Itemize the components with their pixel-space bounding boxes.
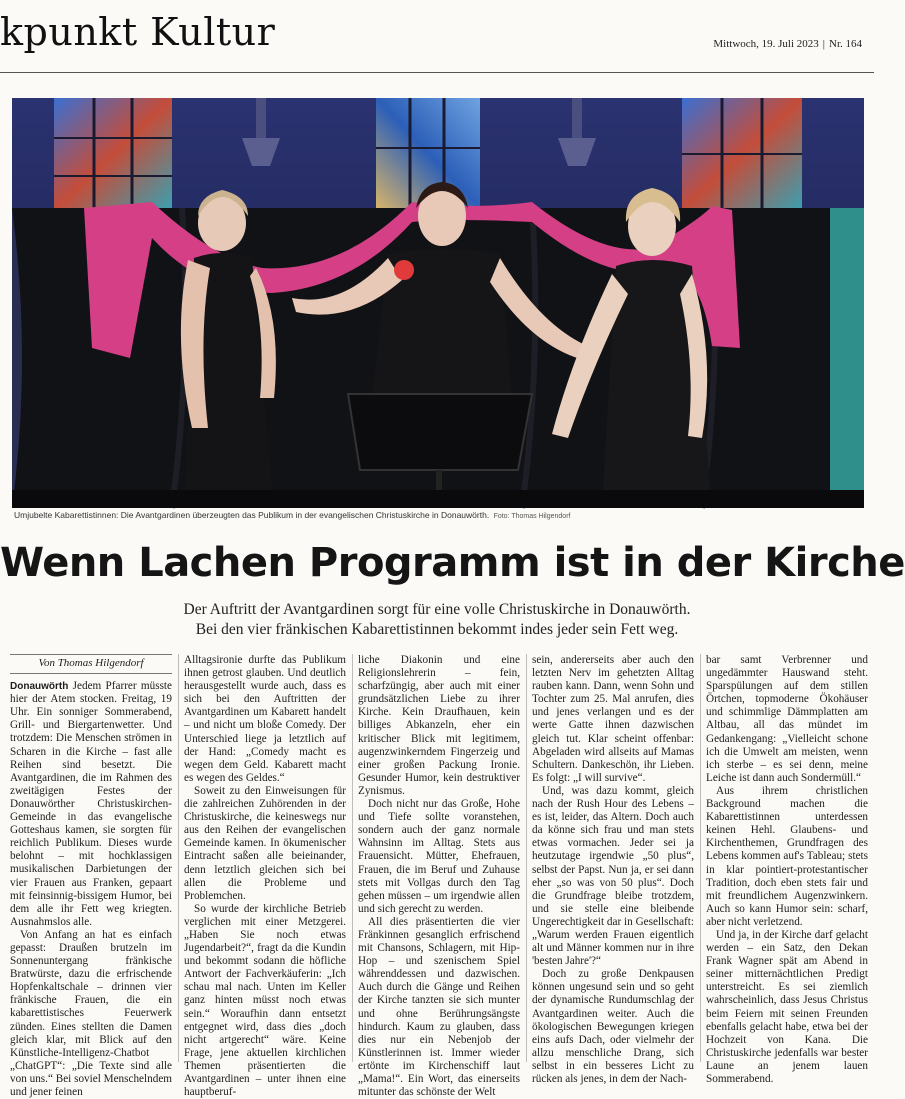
section-title: kpunkt Kultur <box>0 10 276 54</box>
article-column-4 <box>532 654 694 1086</box>
subhead-line-1: Der Auftritt der Avantgardinen sorgt für eine volle Christuskirche in Donauwörth. <box>183 601 691 618</box>
byline: Von Thomas Hilgendorf <box>10 654 172 674</box>
masthead <box>0 0 874 72</box>
article-paragraph: Aus ihrem christlichen Background machen die Kabarettistinnen unterdessen keinen Hehl. Glaubens- und Kirchenthemen, Grundfragen des Lebens kommen auf's Tableau; stets in klar pointiert-protestantischer Tradition, doch eben stets fair und mit freundlichem Augenzwinkern. Auch so kann Humor sein: scharf, aber nicht verletzend. <box>706 784 868 928</box>
column-divider <box>352 654 353 1062</box>
article-paragraph: bar samt Verbrenner und ungedämmter Hauswand steht. Sparspülungen auf dem stillen Örtchen, topmoderne Ökohäuser und schimmlige Dämmplatten am Altbau, all das mündet im Gedankengang: „Vielleicht schone ich die Umwelt am meisten, wenn ich sterbe – es sei denn, meine Leiche ist dann auch Sondermüll.“ <box>706 654 868 784</box>
article-subhead <box>0 600 874 640</box>
article-column-2 <box>184 654 346 1099</box>
stained-glass-window-right <box>682 98 802 210</box>
article-column-5 <box>706 654 868 1086</box>
article-paragraph: liche Diakonin und eine Religionslehrerin – fein, scharfzüngig, aber auch mit einer grundsätzlichen Liebe zu ihrer Kirche. Kein Draufhauen, kein billiges Abkanzeln, eher ein kritischer Blick mit legitimem, augenzwinkerndem Fingerzeig und einer großen Packung Ironie. Gesunder Humor, kein destruktiver Zynismus. <box>358 654 520 797</box>
paragraph-text: Jedem Pfarrer müsste hier der Atem stocken. Freitag, 19 Uhr. Ein sonniger Sommerabend, Grill- und Biergartenwetter. Und trotzdem: Die Menschen strömen in Scharen in die Kirche – fast alle Reihen sind besetzt. Die Avantgardinen, die im Rahmen des zweitägigen Festes der Donauwörther Christuskirchen-Gemeinde in das evangelische Gotteshaus kamen, sie sorgten für reichlich Publikum. Dieses wurde belohnt – mit hochklassigen musikalischen Darbietungen der vier Frauen aus Franken, gepaart mit feinsinnig-bissigem Humor, bei dem alle ihr Fett weg kriegten. Ausnahmslos alle. <box>10 680 173 928</box>
article-column-1 <box>10 654 172 1099</box>
header-rule <box>0 72 874 73</box>
dateline-separator: | <box>822 38 825 50</box>
caption-text: Umjubelte Kabarettistinnen: Die Avantgardinen überzeugten das Publikum in der evangelischen Christuskirche in Donauwörth. <box>14 510 490 520</box>
column-divider <box>526 654 527 1062</box>
article-paragraph: Doch nicht nur das Große, Hohe und Tiefe sollte voranstehen, sondern auch der ganz normale Wahnsinn im Alltag. Stets aus Frauensicht. Mütter, Ehefrauen, Frauen, die im Beruf und Zuhause stets mit Vollgas durch den Tag gehen müssen – um irgendwie allen und sich gerecht zu werden. <box>358 798 520 915</box>
article-paragraph: Alltagsironie durfte das Publikum ihnen getrost glauben. Und deutlich herausgestellt wurde auch, dass es sich bei den Auftritten der Avantgardinen um Kabarett handelt – und nicht um bloße Comedy. Der Unterschied liege ja letztlich auf der Hand: „Comedy macht es wegen dem Geld. Kabarett macht es wegen des Geldes.“ <box>184 654 346 784</box>
dateline-location: Donauwörth <box>10 681 69 693</box>
article-paragraph: Doch zu große Denkpausen können ungesund sein und so geht der dynamische Rundumschlag der Avantgardinen weiter. Auch die ökologischen Bewegungen kriegen eins aufs Dach, oder vielmehr der allzu menschliche Drang, sich selbst in ein besseres Licht zu rücken als jenes, in dem der Nach- <box>532 968 694 1085</box>
article-paragraph: Und ja, in der Kirche darf gelacht werden – ein Satz, den Dekan Frank Wagner spät am Abend in seiner mitternächtlichen Predigt unterstreicht. Es sei ziemlich wahrscheinlich, dass Jesus Christus beim Feiern mit seinen Freunden ebenfalls gelacht habe, etwa bei der Hochzeit von Kana. Die Christuskirche jedenfalls war bester Laune an jenem lauen Sommerabend. <box>706 928 868 1085</box>
article-paragraph: Von Anfang an hat es einfach gepasst: Draußen brutzeln im Sonnenuntergang fränkische Bratwürste, dazu die erfrischende Hopfenkaltschale – drinnen vier fränkische Frauen, die ein kabarettistisches Feuerwerk zünden. Eines stellten die Damen gleich klar, mit Blick auf den Künstliche-Intelligenz-Chatbot „ChatGPT“: „Die Texte sind alle von uns.“ Bei soviel Menschelndem und jener feinen <box>10 928 172 1098</box>
photo-credit: Foto: Thomas Hilgendorf <box>493 513 571 520</box>
article-paragraph <box>10 680 172 929</box>
article-photo <box>12 98 864 508</box>
article-paragraph: So wurde der kirchliche Betrieb verglichen mit einer Metzgerei. „Haben Sie noch etwas Jugendarbeit?“, fragt da die Kundin und bekommt sodann die höfliche Antwort der Fachverkäuferin: „Ich schau mal nach. Unten im Keller ganz hinten müsst noch etwas sein.“ Woraufhin dann entsetzt entgegnet wird, dass dies „doch nicht artgerecht“ wäre. Keine Frage, jene aktuellen kirchlichen Themen präsentierten die Avantgardinen – unter ihnen eine hauptberuf- <box>184 902 346 1099</box>
article-paragraph: Soweit zu den Einweisungen für die zahlreichen Zuhörenden in der Christuskirche, die keineswegs nur aus den Reihen der evangelischen Gemeinde kamen. In ökumenischer Eintracht saßen alle beieinander, denn letztlich gleichen sich bei allen die Probleme und Problemchen. <box>184 784 346 902</box>
article-paragraph: All dies präsentierten die vier Fränkinnen gesanglich erfrischend mit Chansons, Schlagern, mit Hip-Hop – und szenischem Spiel währenddessen und dazwischen. Auch durch die Gänge und Reihen der Kirche tanzten sie sich munter und ohne Berührungsängste hindurch. Kaum zu glauben, dass dies nur ein Nebenjob der Künstlerinnen ist. Immer wieder ertönte im Kirchenschiff laut „Mama!“. Ein Wort, das einerseits mitunter das schönste der Welt <box>358 915 520 1099</box>
dateline <box>713 38 862 50</box>
issue-number: Nr. 164 <box>829 38 862 50</box>
article-headline: Wenn Lachen Programm ist in der Kirche <box>0 540 905 586</box>
stained-glass-window-left <box>54 98 172 210</box>
column-divider <box>700 654 701 1062</box>
issue-date: Mittwoch, 19. Juli 2023 <box>713 38 819 50</box>
article-column-3 <box>358 654 520 1099</box>
subhead-line-2: Bei den vier fränkischen Kabarettistinnen bekommt indes jeder sein Fett weg. <box>195 621 679 638</box>
column-divider <box>178 654 179 1062</box>
photo-caption <box>14 510 864 520</box>
article-paragraph: Und, was dazu kommt, gleich nach der Rush Hour des Lebens – es ist, leider, das Altern. Doch auch da könne sich frau und man stets etwas vormachen. Jeder sei ja heutzutage irgendwie „50 plus“, selbst der Papst. Nun ja, er sei dann eher „so was von 50 plus“. Doch die Grundfrage bleibe trotzdem, und sie stelle eine bleibende Ungerechtigkeit dar in Gesellschaft: „Warum werden Frauen eigentlich alt und Männer kommen nur in ihre 'besten Jahre'?“ <box>532 784 694 968</box>
article-paragraph: sein, andererseits aber auch den letzten Nerv im gehetzten Alltag rauben kann. Dann, wenn Sohn und Tochter zum 25. Mal anrufen, dies und jenes verlangen und es der werte Gatte ihnen dazwischen gleich tut. Klar scheint offenbar: Abgeladen wird allseits auf Mamas Schultern. Dankeschön, ihr Lieben. Es folgt: „I will survive“. <box>532 654 694 784</box>
